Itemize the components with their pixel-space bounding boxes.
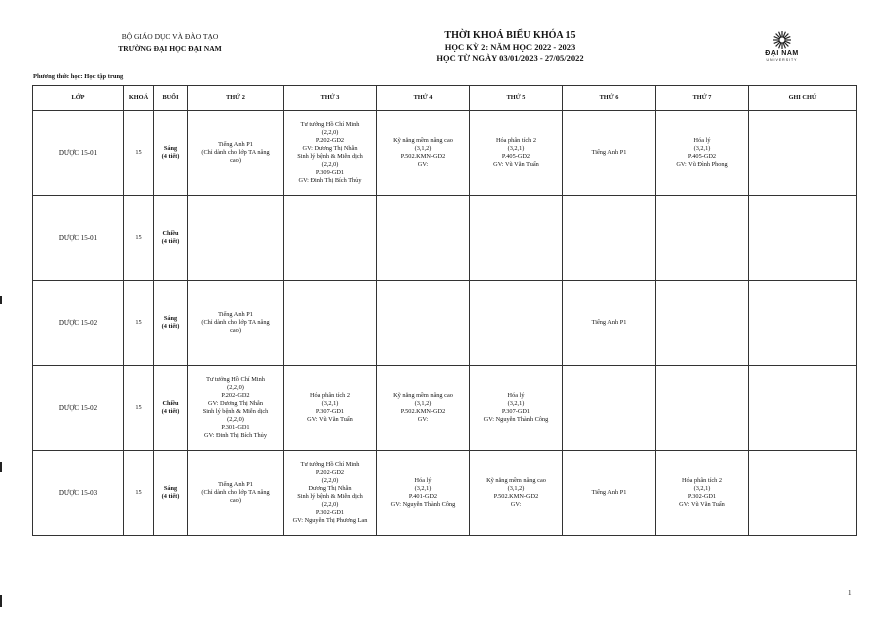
study-mode: Phương thức học: Học tập trung xyxy=(33,73,124,80)
col-tuesday: THỨ 3 xyxy=(284,86,377,111)
saturday-cell: Hóa lý (3,2,1) P.405-GD2 GV: Vũ Đình Phong xyxy=(656,111,749,196)
col-friday: THỨ 6 xyxy=(563,86,656,111)
tuesday-cell xyxy=(284,196,377,281)
notes-cell xyxy=(749,196,857,281)
tuesday-cell xyxy=(284,281,377,366)
table-row xyxy=(33,111,857,196)
table-row xyxy=(33,196,857,281)
session-cell: Chiều (4 tiết) xyxy=(154,366,188,451)
thursday-cell: Hóa lý (3,2,1) P.307-GD1 GV: Nguyễn Thành Công xyxy=(470,366,563,451)
col-course: KHOÁ xyxy=(124,86,154,111)
course-cell: 15 xyxy=(124,111,154,196)
university-logo xyxy=(762,30,802,62)
course-cell: 15 xyxy=(124,366,154,451)
session-cell: Sáng (4 tiết) xyxy=(154,111,188,196)
saturday-cell: Hóa phân tích 2 (3,2,1) P.302-GD1 GV: Vũ Văn Tuấn xyxy=(656,451,749,536)
scan-edge-mark xyxy=(0,462,2,472)
col-monday: THỨ 2 xyxy=(188,86,284,111)
class-cell: DƯỢC 15-01 xyxy=(33,196,124,281)
page-number: 1 xyxy=(848,589,852,597)
ministry-name: BỘ GIÁO DỤC VÀ ĐÀO TẠO xyxy=(121,32,219,41)
class-cell: DƯỢC 15-01 xyxy=(33,111,124,196)
header-left xyxy=(100,31,240,55)
col-session: BUỔI xyxy=(154,86,188,111)
logo-subtitle: UNIVERSITY xyxy=(766,58,798,62)
session-cell: Sáng (4 tiết) xyxy=(154,451,188,536)
saturday-cell xyxy=(656,366,749,451)
scan-edge-mark xyxy=(0,595,2,607)
class-cell: DƯỢC 15-02 xyxy=(33,281,124,366)
thursday-cell xyxy=(470,281,563,366)
session-cell: Sáng (4 tiết) xyxy=(154,281,188,366)
tuesday-cell: Tư tưởng Hồ Chí Minh P.202-GD2 (2,2,0) Dương Thị Nhẫn Sinh lý bệnh & Miễn dịch (2,2,0) P.302-GD1 GV: Nguyễn Thị Phương Lan xyxy=(284,451,377,536)
monday-cell: Tư tưởng Hồ Chí Minh (2,2,0) P.202-GD2 GV: Dương Thị Nhẫn Sinh lý bệnh & Miễn dịch (2,2,0) P.301-GD1 GV: Đinh Thị Bích Thủy xyxy=(188,366,284,451)
notes-cell xyxy=(749,111,857,196)
tuesday-cell: Hóa phân tích 2 (3,2,1) P.307-GD1 GV: Vũ Văn Tuấn xyxy=(284,366,377,451)
friday-cell: Tiếng Anh P1 xyxy=(563,281,656,366)
monday-cell: Tiếng Anh P1 (Chỉ dành cho lớp TA nâng cao) xyxy=(188,451,284,536)
table-row xyxy=(33,451,857,536)
sunburst-logo-icon xyxy=(771,30,793,50)
notes-cell xyxy=(749,366,857,451)
friday-cell: Tiếng Anh P1 xyxy=(563,111,656,196)
notes-cell xyxy=(749,451,857,536)
friday-cell xyxy=(563,196,656,281)
thursday-cell xyxy=(470,196,563,281)
document-title: THỜI KHOÁ BIỂU KHÓA 15 xyxy=(444,30,576,41)
table-row xyxy=(33,281,857,366)
period-line: HỌC TỪ NGÀY 03/01/2023 - 27/05/2022 xyxy=(436,53,584,63)
thursday-cell: Hóa phân tích 2 (3,2,1) P.405-GD2 GV: Vũ Văn Tuấn xyxy=(470,111,563,196)
col-saturday: THỨ 7 xyxy=(656,86,749,111)
scan-edge-mark xyxy=(0,296,2,304)
header-center xyxy=(380,29,640,64)
col-thursday: THỨ 5 xyxy=(470,86,563,111)
wednesday-cell xyxy=(377,281,470,366)
thursday-cell: Kỹ năng mềm nâng cao (3,1,2) P.502.KMN-GD2 GV: xyxy=(470,451,563,536)
friday-cell: Tiếng Anh P1 xyxy=(563,451,656,536)
session-cell: Chiều (4 tiết) xyxy=(154,196,188,281)
university-name: TRƯỜNG ĐẠI HỌC ĐẠI NAM xyxy=(118,44,222,53)
table-row xyxy=(33,366,857,451)
saturday-cell xyxy=(656,196,749,281)
wednesday-cell: Hóa lý (3,2,1) P.401-GD2 GV: Nguyễn Thành Công xyxy=(377,451,470,536)
class-cell: DƯỢC 15-02 xyxy=(33,366,124,451)
wednesday-cell: Kỹ năng mềm nâng cao (3,1,2) P.502.KMN-GD2 GV: xyxy=(377,366,470,451)
monday-cell xyxy=(188,196,284,281)
course-cell: 15 xyxy=(124,281,154,366)
saturday-cell xyxy=(656,281,749,366)
col-class: LỚP xyxy=(33,86,124,111)
col-notes: GHI CHÚ xyxy=(749,86,857,111)
notes-cell xyxy=(749,281,857,366)
wednesday-cell xyxy=(377,196,470,281)
tuesday-cell: Tư tưởng Hồ Chí Minh (2,2,0) P.202-GD2 GV: Dương Thị Nhẫn Sinh lý bệnh & Miễn dịch (2,2,0) P.309-GD1 GV: Đinh Thị Bích Thủy xyxy=(284,111,377,196)
logo-name: ĐẠI NAM xyxy=(765,50,799,57)
col-wednesday: THỨ 4 xyxy=(377,86,470,111)
friday-cell xyxy=(563,366,656,451)
course-cell: 15 xyxy=(124,196,154,281)
wednesday-cell: Kỹ năng mềm nâng cao (3,1,2) P.502.KMN-GD2 GV: xyxy=(377,111,470,196)
timetable-header-row xyxy=(33,86,857,111)
monday-cell: Tiếng Anh P1 (Chỉ dành cho lớp TA nâng cao) xyxy=(188,281,284,366)
monday-cell: Tiếng Anh P1 (Chỉ dành cho lớp TA nâng cao) xyxy=(188,111,284,196)
course-cell: 15 xyxy=(124,451,154,536)
timetable xyxy=(32,85,857,536)
class-cell: DƯỢC 15-03 xyxy=(33,451,124,536)
semester-line: HỌC KỲ 2: NĂM HỌC 2022 - 2023 xyxy=(444,42,576,52)
